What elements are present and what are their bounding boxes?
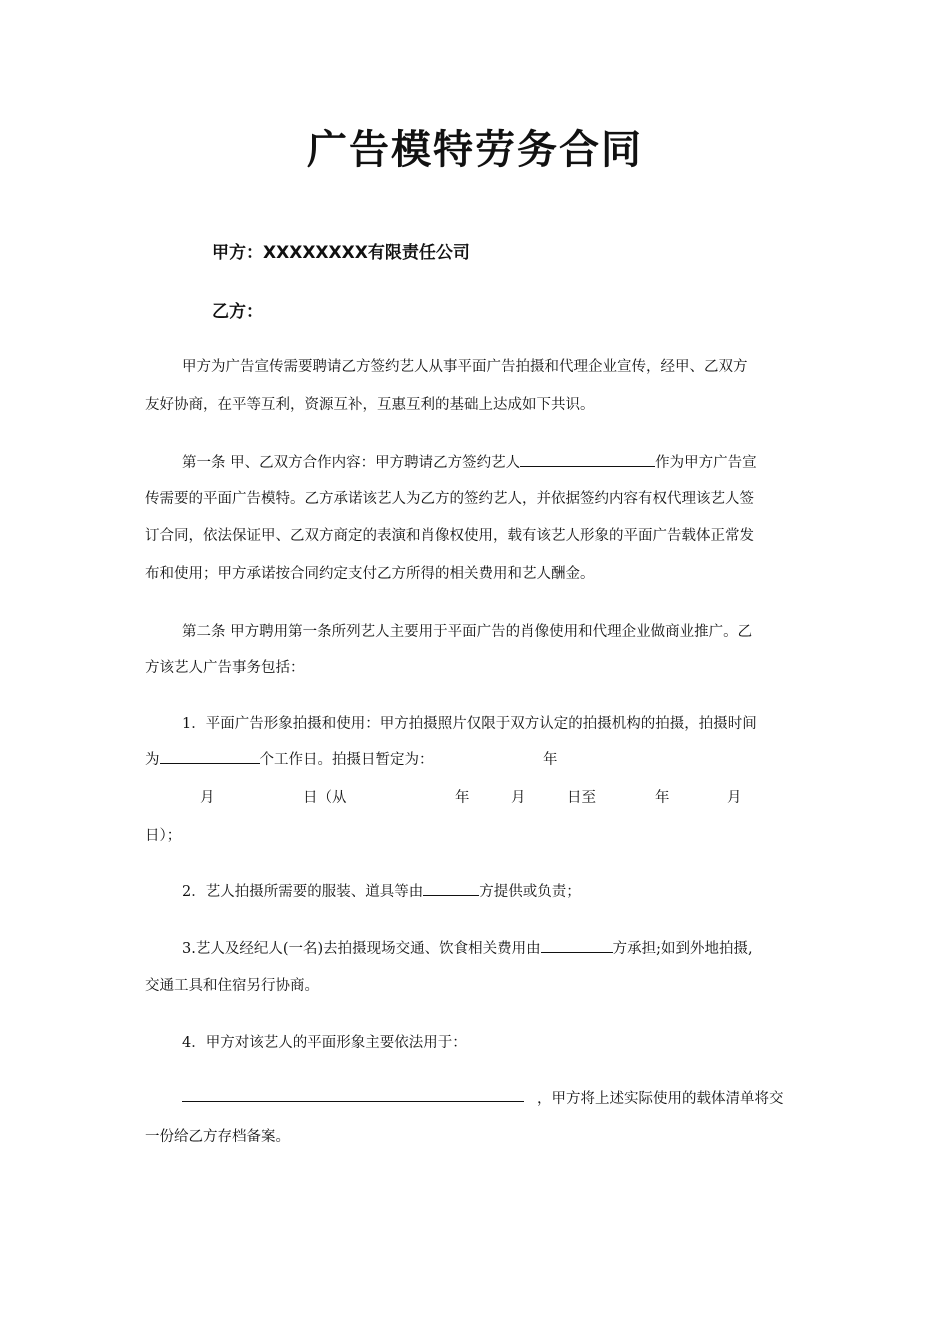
date-year-3: 年 bbox=[655, 790, 670, 806]
item-2-text-b: 方提供或负责； bbox=[479, 884, 581, 900]
item-2-line bbox=[182, 880, 581, 901]
date-year-2: 年 bbox=[455, 790, 470, 806]
item-3-line-2: 交通工具和住宿另行协商。 bbox=[145, 978, 319, 994]
item-4-line-2: ，甲方将上述实际使用的载体清单将交 bbox=[537, 1091, 784, 1107]
article-1-line-2: 传需要的平面广告模特。乙方承诺该艺人为乙方的签约艺人，并依据签约内容有权代理该艺人签 bbox=[145, 491, 754, 507]
article-1-text-a: 第一条 甲、乙双方合作内容：甲方聘请乙方签约艺人 bbox=[182, 455, 521, 471]
item-1-year-label: 年 bbox=[543, 752, 558, 768]
costume-provider-blank[interactable] bbox=[423, 881, 479, 896]
contract-title: 广告模特劳务合同 bbox=[307, 127, 643, 173]
expense-bearer-blank[interactable] bbox=[541, 938, 613, 953]
date-month-1: 月 bbox=[200, 790, 215, 806]
article-1-text-b: 作为甲方广告宣 bbox=[655, 455, 757, 471]
item-3-line-1 bbox=[182, 937, 753, 958]
item-1-line-1: 1．平面广告形象拍摄和使用：甲方拍摄照片仅限于双方认定的拍摄机构的拍摄，拍摄时间 bbox=[182, 716, 757, 732]
item-3-text-b: 方承担;如到外地拍摄, bbox=[612, 941, 753, 957]
workdays-blank[interactable] bbox=[160, 749, 260, 764]
article-2-line-1: 第二条 甲方聘用第一条所列艺人主要用于平面广告的肖像使用和代理企业做商业推广。乙 bbox=[182, 624, 753, 640]
article-1-line-4: 布和使用；甲方承诺按合同约定支付乙方所得的相关费用和艺人酬金。 bbox=[145, 566, 595, 582]
date-month-2: 月 bbox=[511, 790, 526, 806]
item-1-line-4: 日）； bbox=[145, 828, 182, 844]
article-1-line-3: 订合同，依法保证甲、乙双方商定的表演和肖像权使用，载有该艺人形象的平面广告载体正常发 bbox=[145, 528, 754, 544]
intro-line-2: 友好协商，在平等互利，资源互补，互惠互利的基础上达成如下共识。 bbox=[145, 397, 595, 413]
party-b: 乙方： bbox=[212, 302, 263, 322]
media-usage-blank[interactable] bbox=[182, 1101, 524, 1102]
date-day-from: 日（从 bbox=[303, 790, 347, 806]
party-a: 甲方：XXXXXXXX有限责任公司 bbox=[212, 243, 470, 263]
item-4-line-1: 4．甲方对该艺人的平面形象主要依法用于： bbox=[182, 1035, 467, 1051]
date-month-3: 月 bbox=[727, 790, 742, 806]
article-2-line-2: 方该艺人广告事务包括： bbox=[145, 660, 305, 676]
item-4-line-3: 一份给乙方存档备案。 bbox=[145, 1129, 290, 1145]
item-3-text-a: 3.艺人及经纪人(一名)去拍摄现场交通、饮食相关费用由 bbox=[182, 941, 541, 957]
item-2-text-a: 2．艺人拍摄所需要的服装、道具等由 bbox=[182, 884, 424, 900]
intro-line-1: 甲方为广告宣传需要聘请乙方签约艺人从事平面广告拍摄和代理企业宣传，经甲、乙双方 bbox=[182, 359, 748, 375]
artist-name-blank[interactable] bbox=[520, 452, 655, 467]
date-day-to: 日至 bbox=[567, 790, 596, 806]
article-1-line-1 bbox=[182, 451, 757, 472]
item-1-text-a: 为 bbox=[145, 752, 160, 768]
item-1-text-b: 个工作日。拍摄日暂定为： bbox=[259, 752, 434, 768]
item-1-line-2 bbox=[145, 748, 434, 769]
